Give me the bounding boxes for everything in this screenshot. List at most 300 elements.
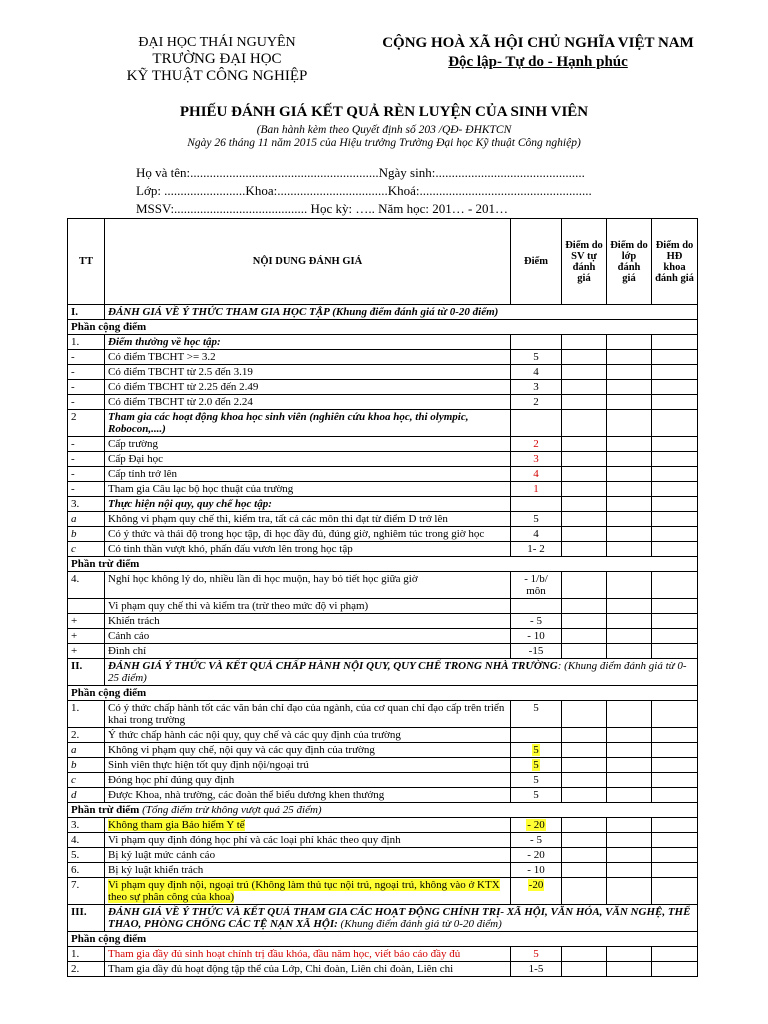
criteria-points-cell (511, 482, 562, 497)
student-score-cell[interactable] (562, 629, 607, 644)
criteria-points: 2 (533, 438, 539, 450)
class-score-cell[interactable] (607, 527, 652, 542)
student-score-cell[interactable] (562, 833, 607, 848)
criteria-text: Khiển trách (108, 615, 160, 627)
criteria-row (68, 878, 698, 905)
criteria-row (68, 482, 698, 497)
criteria-text-cell (105, 758, 511, 773)
faculty-score-cell[interactable] (652, 527, 698, 542)
criteria-text-cell (105, 497, 511, 512)
criteria-points: 4 (533, 366, 539, 378)
criteria-points: - 20 (527, 819, 545, 831)
section-score-range: (Khung điểm đánh giá từ 0-20 điểm) (337, 918, 502, 930)
criteria-points-cell (511, 743, 562, 758)
class-score-cell[interactable] (607, 743, 652, 758)
criteria-text-cell (105, 788, 511, 803)
criteria-points: - 5 (530, 615, 542, 627)
criteria-points: - 5 (530, 834, 542, 846)
section-title (105, 659, 698, 686)
faculty-score-cell[interactable] (652, 350, 698, 365)
class-score-cell[interactable] (607, 728, 652, 743)
criteria-points-cell (511, 380, 562, 395)
criteria-points-cell (511, 452, 562, 467)
student-score-cell[interactable] (562, 863, 607, 878)
class-score-cell[interactable] (607, 452, 652, 467)
info-line-class-faculty: Lớp: .........................Khoa:..................................Khoá:..................................................... (136, 183, 592, 198)
criteria-points: 5 (533, 759, 539, 771)
class-score-cell[interactable] (607, 818, 652, 833)
class-score-cell[interactable] (607, 788, 652, 803)
class-score-cell[interactable] (607, 848, 652, 863)
student-score-cell[interactable] (562, 452, 607, 467)
header-points: Điểm (511, 219, 562, 305)
criteria-row (68, 848, 698, 863)
criteria-points: 5 (533, 789, 539, 801)
student-score-cell[interactable] (562, 335, 607, 350)
criteria-number: - (68, 365, 105, 380)
criteria-text: Vi phạm quy chế thi và kiểm tra (trừ theo mức độ vi phạm) (108, 600, 369, 612)
criteria-text: Bị kỷ luật khiển trách (108, 864, 204, 876)
criteria-points-cell (511, 644, 562, 659)
criteria-text-cell (105, 962, 511, 977)
criteria-points: 1- 2 (527, 543, 545, 555)
faculty-score-cell[interactable] (652, 452, 698, 467)
criteria-points-cell (511, 848, 562, 863)
criteria-points-cell (511, 512, 562, 527)
header-student-score: Điểm do SV tự đánh giá (562, 219, 607, 305)
group-row (68, 686, 698, 701)
criteria-points-cell (511, 527, 562, 542)
class-score-cell[interactable] (607, 863, 652, 878)
faculty-score-cell[interactable] (652, 962, 698, 977)
class-score-cell[interactable] (607, 962, 652, 977)
section-number: I. (68, 305, 105, 320)
group-label-text: Phần cộng điểm (71, 687, 147, 699)
faculty-score-cell[interactable] (652, 437, 698, 452)
criteria-row (68, 542, 698, 557)
group-label (68, 557, 698, 572)
criteria-row (68, 743, 698, 758)
group-row (68, 803, 698, 818)
group-label-text: Phần trừ điểm (71, 804, 140, 816)
criteria-points: 1 (533, 483, 539, 495)
faculty-score-cell[interactable] (652, 878, 698, 905)
criteria-text-cell (105, 380, 511, 395)
criteria-text-cell (105, 437, 511, 452)
group-label (68, 803, 698, 818)
criteria-number: b (68, 758, 105, 773)
criteria-points: 3 (533, 381, 539, 393)
class-score-cell[interactable] (607, 629, 652, 644)
criteria-points-cell (511, 572, 562, 599)
criteria-text-cell (105, 599, 511, 614)
section-number: III. (68, 905, 105, 932)
country-name: CỘNG HOÀ XÃ HỘI CHỦ NGHĨA VIỆT NAM (382, 35, 694, 51)
criteria-text-cell (105, 335, 511, 350)
criteria-points-cell (511, 878, 562, 905)
header-faculty-score: Điểm do HĐ khoa đánh giá (652, 219, 698, 305)
header-content: NỘI DUNG ĐÁNH GIÁ (105, 219, 511, 305)
criteria-number: + (68, 629, 105, 644)
criteria-number: 3. (68, 818, 105, 833)
criteria-text: Sinh viên thực hiện tốt quy định nội/ngoại trú (108, 759, 309, 771)
criteria-text-cell (105, 743, 511, 758)
student-score-cell[interactable] (562, 410, 607, 437)
group-row (68, 320, 698, 335)
section-score-range: (Khung điểm đánh giá từ 0-20 điểm) (329, 306, 499, 318)
criteria-number: - (68, 467, 105, 482)
criteria-row (68, 380, 698, 395)
criteria-points-cell (511, 350, 562, 365)
criteria-points: 5 (533, 948, 539, 960)
criteria-text: Được Khoa, nhà trường, các đoàn thể biểu dương khen thưởng (108, 789, 385, 801)
class-score-cell[interactable] (607, 350, 652, 365)
student-score-cell[interactable] (562, 962, 607, 977)
group-row (68, 557, 698, 572)
faculty-score-cell[interactable] (652, 947, 698, 962)
class-score-cell[interactable] (607, 701, 652, 728)
criteria-text-cell (105, 818, 511, 833)
criteria-points-cell (511, 395, 562, 410)
criteria-number: 1. (68, 335, 105, 350)
criteria-text-cell (105, 410, 511, 437)
criteria-points-cell (511, 542, 562, 557)
faculty-score-cell[interactable] (652, 380, 698, 395)
student-score-cell[interactable] (562, 848, 607, 863)
criteria-row (68, 467, 698, 482)
section-title-text: ĐÁNH GIÁ VỀ Ý THỨC VÀ KẾT QUẢ THAM GIA CÁC HOẠT ĐỘNG CHÍNH TRỊ- XÃ HỘI, VĂN HÓA, VĂN NGHỆ, THỂ THAO, PHÒNG CHỐNG CÁC TỆ NẠN XÃ HỘI: (108, 906, 691, 930)
criteria-text-cell (105, 452, 511, 467)
criteria-row (68, 572, 698, 599)
criteria-text: Có ý thức chấp hành tốt các văn bản chỉ đạo của ngành, của cơ quan chỉ đạo cấp trên triển khai trong trường (108, 702, 505, 726)
criteria-text: Nghỉ học không lý do, nhiều lần đi học muộn, hay bỏ tiết học giữa giờ (108, 573, 418, 585)
class-score-cell[interactable] (607, 833, 652, 848)
criteria-text-cell (105, 512, 511, 527)
criteria-row (68, 728, 698, 743)
student-score-cell[interactable] (562, 350, 607, 365)
criteria-number: - (68, 380, 105, 395)
student-score-cell[interactable] (562, 467, 607, 482)
criteria-text: Vi phạm quy định đóng học phí và các loại phí khác theo quy định (108, 834, 401, 846)
evaluation-table (67, 218, 698, 977)
criteria-number: 2. (68, 962, 105, 977)
criteria-points-cell (511, 788, 562, 803)
criteria-number: c (68, 542, 105, 557)
criteria-text-cell (105, 572, 511, 599)
criteria-text: Có điểm TBCHT >= 3.2 (108, 351, 216, 363)
faculty-score-cell[interactable] (652, 701, 698, 728)
student-score-cell[interactable] (562, 482, 607, 497)
criteria-points: 1-5 (528, 963, 544, 975)
criteria-points-cell (511, 437, 562, 452)
section-row (68, 905, 698, 932)
faculty-score-cell[interactable] (652, 467, 698, 482)
criteria-points: 5 (533, 702, 539, 714)
motto: Độc lập- Tự do - Hạnh phúc (448, 54, 628, 70)
criteria-row (68, 395, 698, 410)
class-score-cell[interactable] (607, 599, 652, 614)
criteria-number: 3. (68, 497, 105, 512)
faculty-score-cell[interactable] (652, 542, 698, 557)
criteria-points: - 20 (527, 849, 545, 861)
class-score-cell[interactable] (607, 482, 652, 497)
class-score-cell[interactable] (607, 878, 652, 905)
faculty-score-cell[interactable] (652, 848, 698, 863)
criteria-text-cell (105, 395, 511, 410)
criteria-text-cell (105, 614, 511, 629)
criteria-points-cell (511, 833, 562, 848)
criteria-text-cell (105, 365, 511, 380)
criteria-points: - 10 (527, 630, 545, 642)
criteria-text-cell (105, 350, 511, 365)
criteria-text: Không tham gia Bảo hiểm Y tế (108, 819, 245, 831)
student-score-cell[interactable] (562, 728, 607, 743)
national-header (368, 34, 708, 72)
student-score-cell[interactable] (562, 380, 607, 395)
criteria-number: + (68, 614, 105, 629)
criteria-row (68, 701, 698, 728)
class-score-cell[interactable] (607, 410, 652, 437)
student-score-cell[interactable] (562, 572, 607, 599)
criteria-row (68, 452, 698, 467)
class-score-cell[interactable] (607, 467, 652, 482)
faculty-score-cell[interactable] (652, 833, 698, 848)
section-number: II. (68, 659, 105, 686)
criteria-number: a (68, 512, 105, 527)
criteria-text: Cấp Đại học (108, 453, 163, 465)
student-score-cell[interactable] (562, 437, 607, 452)
criteria-row (68, 350, 698, 365)
criteria-points-cell (511, 863, 562, 878)
criteria-row (68, 497, 698, 512)
student-score-cell[interactable] (562, 818, 607, 833)
student-score-cell[interactable] (562, 527, 607, 542)
info-line-name-dob: Họ và tên:..........................................................Ngày sinh:.............................................. (136, 165, 585, 180)
criteria-number: - (68, 395, 105, 410)
criteria-text-cell (105, 878, 511, 905)
faculty-score-cell[interactable] (652, 599, 698, 614)
criteria-points: 2 (533, 396, 539, 408)
student-score-cell[interactable] (562, 512, 607, 527)
criteria-text: Tham gia các hoạt động khoa học sinh viên (nghiên cứu khoa học, thi olympic, Robocon,....) (108, 411, 469, 435)
criteria-text: Cấp tỉnh trở lên (108, 468, 178, 480)
class-score-cell[interactable] (607, 497, 652, 512)
criteria-text-cell (105, 773, 511, 788)
criteria-text: Tham gia đầy đủ hoạt động tập thể của Lớp, Chi đoàn, Liên chi đoàn, Liên chi (108, 963, 454, 975)
criteria-row (68, 527, 698, 542)
faculty-score-cell[interactable] (652, 572, 698, 599)
faculty-score-cell[interactable] (652, 512, 698, 527)
section-title (105, 305, 698, 320)
criteria-number: 2. (68, 728, 105, 743)
criteria-text: Tham gia đầy đủ sinh hoạt chính trị đầu khóa, đầu năm học, viết báo cáo đầy đủ (108, 948, 461, 960)
group-label (68, 932, 698, 947)
faculty-score-cell[interactable] (652, 614, 698, 629)
criteria-number: 5. (68, 848, 105, 863)
criteria-points: 4 (533, 528, 539, 540)
section-title-text: ĐÁNH GIÁ Ý THỨC VÀ KẾT QUẢ CHẤP HÀNH NỘI QUY, QUY CHẾ TRONG NHÀ TRƯỜNG (108, 660, 558, 672)
student-score-cell[interactable] (562, 365, 607, 380)
school-name-line1: TRƯỜNG ĐẠI HỌC (152, 51, 282, 67)
criteria-points-cell (511, 467, 562, 482)
faculty-score-cell[interactable] (652, 728, 698, 743)
criteria-number: - (68, 350, 105, 365)
criteria-number: 4. (68, 572, 105, 599)
faculty-score-cell[interactable] (652, 365, 698, 380)
class-score-cell[interactable] (607, 542, 652, 557)
criteria-text: Không vi phạm quy chế, nội quy và các quy định của trường (108, 744, 375, 756)
class-score-cell[interactable] (607, 380, 652, 395)
header-tt: TT (68, 219, 105, 305)
group-label-text: Phần trừ điểm (71, 558, 140, 570)
criteria-points-cell (511, 335, 562, 350)
faculty-score-cell[interactable] (652, 818, 698, 833)
class-score-cell[interactable] (607, 335, 652, 350)
criteria-text: Vi phạm quy định nội, ngoại trú (Không làm thủ tục nội trú, ngoại trú, không vào ở KTX theo sự phân công của khoa) (108, 879, 500, 903)
criteria-text: Điểm thưởng về học tập: (108, 336, 221, 348)
section-title (105, 905, 698, 932)
faculty-score-cell[interactable] (652, 482, 698, 497)
group-note: (Tổng điểm trừ không vượt quá 25 điểm) (139, 804, 322, 816)
criteria-points-cell (511, 410, 562, 437)
header-class-score: Điểm do lớp đánh giá (607, 219, 652, 305)
form-subtitle-1: (Ban hành kèm theo Quyết định số 203 /QĐ- ĐHKTCN (256, 124, 512, 136)
student-score-cell[interactable] (562, 788, 607, 803)
faculty-score-cell[interactable] (652, 629, 698, 644)
criteria-text: Đóng học phí đúng quy định (108, 774, 235, 786)
student-score-cell[interactable] (562, 395, 607, 410)
class-score-cell[interactable] (607, 512, 652, 527)
student-score-cell[interactable] (562, 701, 607, 728)
criteria-number: - (68, 437, 105, 452)
criteria-text-cell (105, 728, 511, 743)
student-score-cell[interactable] (562, 542, 607, 557)
class-score-cell[interactable] (607, 644, 652, 659)
criteria-points: 5 (533, 774, 539, 786)
criteria-number: 1. (68, 947, 105, 962)
criteria-number: 4. (68, 833, 105, 848)
criteria-points-cell (511, 773, 562, 788)
faculty-score-cell[interactable] (652, 335, 698, 350)
section-score-range: : (Khung điểm đánh giá từ 0-25 điểm) (108, 660, 687, 684)
criteria-points-cell (511, 701, 562, 728)
criteria-text-cell (105, 701, 511, 728)
university-name: ĐẠI HỌC THÁI NGUYÊN (138, 35, 296, 50)
criteria-text-cell (105, 467, 511, 482)
criteria-number: 1. (68, 701, 105, 728)
criteria-points-cell (511, 818, 562, 833)
info-line-student-id-term: MSSV:......................................... Học kỳ: ….. Năm học: 201… - 201… (136, 201, 509, 216)
student-score-cell[interactable] (562, 599, 607, 614)
table-header-row (68, 219, 698, 305)
faculty-score-cell[interactable] (652, 773, 698, 788)
criteria-text: Đình chỉ (108, 645, 147, 657)
group-label (68, 686, 698, 701)
class-score-cell[interactable] (607, 365, 652, 380)
faculty-score-cell[interactable] (652, 758, 698, 773)
criteria-text: Tham gia Câu lạc bộ học thuật của trường (108, 483, 294, 495)
criteria-text-cell (105, 629, 511, 644)
criteria-points-cell (511, 962, 562, 977)
criteria-points: 4 (533, 468, 539, 480)
faculty-score-cell[interactable] (652, 410, 698, 437)
section-row (68, 305, 698, 320)
criteria-points: - 10 (527, 864, 545, 876)
form-title: PHIẾU ĐÁNH GIÁ KẾT QUẢ RÈN LUYỆN CỦA SINH VIÊN (179, 104, 589, 120)
criteria-row (68, 512, 698, 527)
criteria-row (68, 614, 698, 629)
student-score-cell[interactable] (562, 758, 607, 773)
faculty-score-cell[interactable] (652, 743, 698, 758)
form-subtitle-2: Ngày 26 tháng 11 năm 2015 của Hiệu trưởng Trường Đại học Kỹ thuật Công nghiệp) (187, 137, 581, 149)
group-row (68, 932, 698, 947)
faculty-score-cell[interactable] (652, 788, 698, 803)
student-score-cell[interactable] (562, 947, 607, 962)
group-label-text: Phần cộng điểm (71, 933, 147, 945)
faculty-score-cell[interactable] (652, 395, 698, 410)
criteria-points-cell (511, 497, 562, 512)
faculty-score-cell[interactable] (652, 863, 698, 878)
criteria-row (68, 962, 698, 977)
criteria-points: 3 (533, 453, 539, 465)
student-score-cell[interactable] (562, 644, 607, 659)
student-score-cell[interactable] (562, 614, 607, 629)
criteria-number (68, 599, 105, 614)
criteria-number: - (68, 452, 105, 467)
criteria-number: 6. (68, 863, 105, 878)
criteria-row (68, 629, 698, 644)
criteria-points-cell (511, 758, 562, 773)
class-score-cell[interactable] (607, 758, 652, 773)
criteria-row (68, 410, 698, 437)
student-score-cell[interactable] (562, 743, 607, 758)
criteria-row (68, 365, 698, 380)
faculty-score-cell[interactable] (652, 644, 698, 659)
faculty-score-cell[interactable] (652, 497, 698, 512)
criteria-points: - 1/b/ môn (524, 573, 548, 597)
criteria-text-cell (105, 863, 511, 878)
class-score-cell[interactable] (607, 395, 652, 410)
criteria-text: Có ý thức và thái độ trong học tập, đi học đầy đủ, đúng giờ, nghiêm túc trong giờ học (108, 528, 485, 540)
class-score-cell[interactable] (607, 773, 652, 788)
criteria-row (68, 833, 698, 848)
criteria-points: 5 (533, 513, 539, 525)
student-score-cell[interactable] (562, 878, 607, 905)
criteria-points: 5 (533, 744, 539, 756)
criteria-text-cell (105, 947, 511, 962)
criteria-row (68, 947, 698, 962)
class-score-cell[interactable] (607, 947, 652, 962)
criteria-number: 2 (68, 410, 105, 437)
class-score-cell[interactable] (607, 614, 652, 629)
criteria-text: Cảnh cáo (108, 630, 150, 642)
criteria-text: Bị kỷ luật mức cảnh cáo (108, 849, 216, 861)
student-score-cell[interactable] (562, 497, 607, 512)
criteria-points: -20 (528, 879, 544, 891)
criteria-points: 5 (533, 351, 539, 363)
criteria-row (68, 335, 698, 350)
class-score-cell[interactable] (607, 572, 652, 599)
school-name-line2: KỸ THUẬT CÔNG NGHIỆP (126, 68, 308, 84)
student-score-cell[interactable] (562, 773, 607, 788)
criteria-text: Có điểm TBCHT từ 2.5 đến 3.19 (108, 366, 253, 378)
class-score-cell[interactable] (607, 437, 652, 452)
criteria-points-cell (511, 614, 562, 629)
criteria-number: a (68, 743, 105, 758)
criteria-row (68, 863, 698, 878)
criteria-row (68, 788, 698, 803)
criteria-number: d (68, 788, 105, 803)
